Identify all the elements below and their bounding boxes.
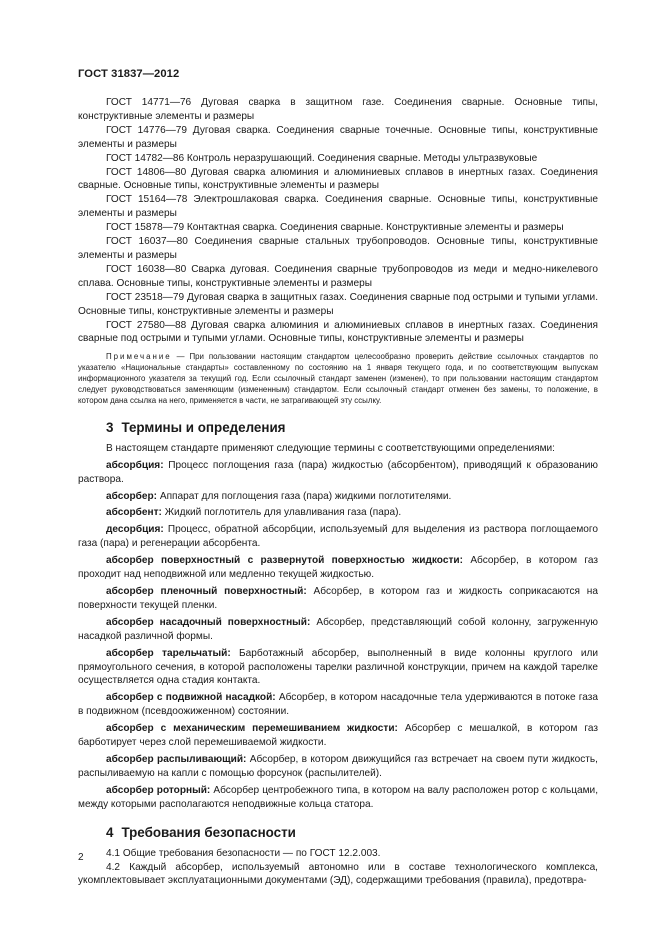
document-body — [78, 96, 598, 888]
clause: 4.1 Общие требования безопасности — по ГОСТ 12.2.003. — [106, 847, 381, 859]
term: абсорбер с механическим перемешиванием жидкости: — [106, 723, 398, 735]
term-entry — [78, 784, 598, 812]
term-entry — [78, 616, 598, 644]
reference-item: ГОСТ 27580—88 Дуговая сварка алюминия и алюминиевых сплавов в инертных газах. Соединения сварные под острыми и тупыми углами. Основные типы, конструктивные элементы и размеры — [78, 319, 598, 345]
term-entry — [78, 647, 598, 689]
term: абсорбер роторный: — [106, 784, 211, 796]
term-entry — [78, 691, 598, 719]
term: абсорбер с подвижной насадкой: — [106, 692, 276, 704]
section-number: 3 — [106, 419, 114, 435]
term: абсорбер поверхностный с развернутой поверхностью жидкости: — [106, 555, 463, 567]
term-entry — [78, 554, 598, 582]
section-title: Термины и определения — [121, 419, 286, 435]
reference-item: ГОСТ 14771—76 Дуговая сварка в защитном газе. Соединения сварные. Основные типы, конструктивные элементы и размеры — [78, 97, 598, 122]
clause: 4.2 Каждый абсорбер, используемый автономно или в составе технологического комплекса, укомплектовывает эксплуатационными документами (ЭД), содержащими требования (правила), предотвра- — [78, 861, 598, 887]
section-3-heading — [78, 419, 598, 436]
term-definition: Абсорбер, в котором газ и жидкость соприкасаются на поверхности текущей пленки. — [78, 586, 598, 611]
terms-list — [78, 442, 598, 812]
note-text: — При пользовании настоящим стандартом целесообразно проверить действие ссылочных стандартов по указателю «Национальные стандарты» составленному по состоянию на 1 января текущего года, и по соответствующим выпускам информационного указателя за текущий год. Если ссылочный стандарт заменен (изменен), то при пользовании настоящим стандартом следует руководствоваться заменяющим (измененным) стандартом. Если ссылочный стандарт отменен без замены, то положение, в котором дана ссылка на него, применяется в части, не затрагивающей эту ссылку. — [78, 352, 598, 405]
reference-item: ГОСТ 16038—80 Сварка дуговая. Соединения сварные трубопроводов из меди и медно-никелевого сплава. Основные типы, конструктивные элементы и размеры — [78, 263, 598, 289]
reference-item: ГОСТ 14776—79 Дуговая сварка. Соединения сварные точечные. Основные типы, конструктивные элементы и размеры — [78, 124, 598, 150]
term: абсорбент: — [106, 507, 162, 519]
reference-item: ГОСТ 23518—79 Дуговая сварка в защитных газах. Соединения сварные под острыми и тупыми углами. Основные типы, конструктивные элементы и размеры — [78, 291, 598, 317]
term-entry — [78, 459, 598, 487]
note-label: Примечание — [106, 352, 172, 362]
term-entry — [78, 523, 598, 551]
normative-references — [78, 96, 598, 346]
term: абсорбер насадочный поверхностный: — [106, 616, 311, 628]
term: абсорбция: — [106, 459, 164, 471]
term-definition: Аппарат для поглощения газа (пара) жидкими поглотителями. — [157, 490, 452, 502]
section-intro: В настоящем стандарте применяют следующие термины с соответствующими определениями: — [106, 442, 555, 454]
term: абсорбер распыливающий: — [106, 753, 247, 765]
term-definition: Барботажный абсорбер, выполненный в виде колонны круглого или прямоугольного сечения, в которой расположены тарелки различной конструкции, причем на каждой тарелке осуществляется одна стадия контакта. — [78, 647, 598, 687]
reference-item: ГОСТ 16037—80 Соединения сварные стальных трубопроводов. Основные типы, конструктивные элементы и размеры — [78, 236, 598, 261]
term: десорбция: — [106, 524, 164, 536]
reference-item: ГОСТ 14806—80 Дуговая сварка алюминия и алюминиевых сплавов в инертных газах. Соединения сварные. Основные типы, конструктивные элементы и размеры — [78, 166, 598, 192]
term-definition: Абсорбер, в котором газ проходит над неподвижной или медленно текущей жидкостью. — [78, 555, 599, 581]
reference-item: ГОСТ 15878—79 Контактная сварка. Соединения сварные. Конструктивные элементы и размеры — [106, 222, 564, 234]
term-definition: Абсорбер, в котором движущийся газ встречает на своем пути жидкость, распыливаемую на капли с помощью форсунок (распылителей). — [78, 753, 598, 779]
term: абсорбер тарельчатый: — [106, 647, 231, 659]
term-definition: Процесс, обратной абсорбции, используемый для выделения из раствора поглощаемого газа (пара) и регенерации абсорбента. — [78, 524, 598, 550]
term-entry — [78, 585, 598, 613]
section-4-heading — [78, 824, 598, 841]
term-definition: Абсорбер, в котором насадочные тела удерживаются в потоке газа в подвижном (псевдоожиженном) состоянии. — [78, 692, 598, 718]
term-definition: Абсорбер с мешалкой, в котором газ барботирует через слой перемешиваемой жидкости. — [78, 723, 598, 749]
page-number: 2 — [78, 852, 84, 863]
term-definition: Жидкий поглотитель для улавливания газа (пара). — [161, 507, 402, 519]
term-entry — [78, 722, 598, 750]
term-definition: Абсорбер центробежного типа, в котором на валу расположен ротор с кольцами, между которыми располагаются неподвижные кольца статора. — [78, 784, 598, 810]
document-header: ГОСТ 31837—2012 — [78, 68, 180, 80]
term-definition: Процесс поглощения газа (пара) жидкостью (абсорбентом), приводящий к образованию раствора. — [78, 459, 598, 485]
section-title: Требования безопасности — [121, 824, 296, 840]
note — [78, 352, 598, 407]
reference-item: ГОСТ 14782—86 Контроль неразрушающий. Соединения сварные. Методы ультразвуковые — [106, 152, 538, 164]
section-number: 4 — [106, 824, 114, 840]
term: абсорбер пленочный поверхностный: — [106, 586, 307, 597]
reference-item: ГОСТ 15164—78 Электрошлаковая сварка. Соединения сварные. Основные типы, конструктивные элементы и размеры — [78, 194, 598, 220]
term-entry — [78, 753, 598, 781]
term-entry — [78, 490, 598, 504]
term-entry — [78, 506, 598, 520]
term: абсорбер: — [106, 490, 158, 502]
term-definition: Абсорбер, представляющий собой колонну, загруженную насадкой различной формы. — [78, 616, 598, 642]
